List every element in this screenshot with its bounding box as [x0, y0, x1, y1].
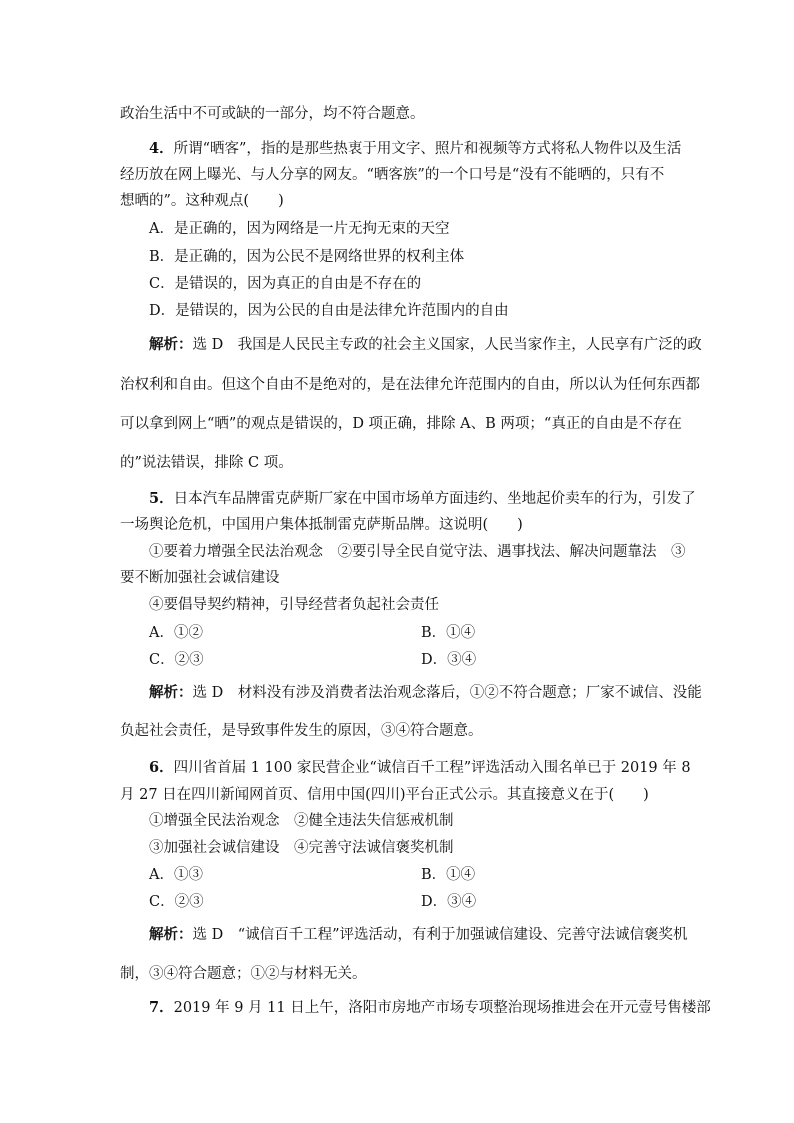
text-line: ①增强全民法治观念 ②健全违法失信惩戒机制: [149, 813, 454, 829]
option-b: B．①④: [421, 867, 476, 883]
text-line: ①要着力增强全民法治观念 ②要引导全民自觉守法、遇事找法、解决问题靠法 ③: [149, 544, 686, 560]
question-number: 7．: [149, 999, 174, 1016]
text-line: 可以拿到网上“晒”的观点是错误的，D 项正确，排除 A、B 两项；“真正的自由是不存在: [120, 416, 682, 432]
answer-text: 选 D 材料没有涉及消费者法治观念落后，①②不符合题意；厂家不诚信、没能: [192, 685, 702, 701]
question-7: [149, 996, 711, 1017]
option-c: C．是错误的，因为真正的自由是不存在的: [149, 276, 422, 292]
text-line: ③加强社会诚信建设 ④完善守法诚信褒奖机制: [149, 840, 454, 856]
question-4: [149, 137, 681, 158]
option-c: C．②③: [149, 652, 204, 668]
option-a: A．是正确的，因为网络是一片无拘无束的天空: [149, 221, 450, 237]
text-line: 月 27 日在四川新闻网首页、信用中国(四川)平台正式公示。其直接意义在于( ): [120, 787, 649, 803]
text-line: 的”说法错误，排除 C 项。: [120, 455, 293, 471]
text-line: 制，③④符合题意；①②与材料无关。: [120, 966, 367, 982]
question-text: 所谓“晒客”，指的是那些热衷于用文字、照片和视频等方式将私人物件以及生活: [173, 141, 682, 157]
question-number: 4．: [149, 140, 174, 157]
answer-6: [149, 923, 688, 944]
question-5: [149, 487, 696, 508]
option-c: C．②③: [149, 894, 204, 910]
text-line: 想晒的”。这种观点( ): [120, 193, 284, 209]
option-b: B．①④: [421, 625, 476, 641]
text-line: 政治生活中不可或缺的一部分，均不符合题意。: [120, 106, 425, 122]
text-line: ④要倡导契约精神，引导经营者负起社会责任: [149, 597, 439, 613]
text-line: 负起社会责任，是导致事件发生的原因，③④符合题意。: [120, 723, 483, 739]
answer-label: 解析：: [149, 336, 193, 353]
answer-4: [149, 333, 702, 354]
answer-5: [149, 681, 702, 702]
question-6: [149, 756, 691, 777]
answer-text: 选 D “诚信百千工程”评选活动，有利于加强诚信建设、完善守法诚信褒奖机: [192, 927, 688, 943]
text-line: 一场舆论危机，中国用户集体抵制雷克萨斯品牌。这说明( ): [120, 517, 523, 533]
option-d: D．是错误的，因为公民的自由是法律允许范围内的自由: [149, 303, 509, 319]
option-b: B．是正确的，因为公民不是网络世界的权利主体: [149, 249, 465, 265]
option-a: A．①③: [149, 867, 203, 883]
text-line: 要不断加强社会诚信建设: [120, 570, 280, 586]
text-line: 治权利和自由。但这个自由不是绝对的，是在法律允许范围内的自由，所以认为任何东西都: [120, 377, 700, 393]
question-text: 日本汽车品牌雷克萨斯厂家在中国市场单方面违约、坐地起价卖车的行为，引发了: [173, 491, 696, 507]
answer-label: 解析：: [149, 684, 193, 701]
answer-text: 选 D 我国是人民民主专政的社会主义国家，人民当家作主，人民享有广泛的政: [192, 337, 702, 353]
option-d: D．③④: [421, 894, 477, 910]
question-number: 6．: [149, 759, 174, 776]
question-text: 四川省首届 1 100 家民营企业“诚信百千工程”评选活动入围名单已于 2019 年 8: [173, 760, 691, 776]
question-number: 5．: [149, 490, 174, 507]
question-text: 2019 年 9 月 11 日上午，洛阳市房地产市场专项整治现场推进会在开元壹号售楼部: [173, 1000, 711, 1016]
option-a: A．①②: [149, 625, 203, 641]
option-d: D．③④: [421, 652, 477, 668]
text-line: 经历放在网上曝光、与人分享的网友。“晒客族”的一个口号是“没有不能晒的，只有不: [120, 167, 665, 183]
answer-label: 解析：: [149, 926, 193, 943]
